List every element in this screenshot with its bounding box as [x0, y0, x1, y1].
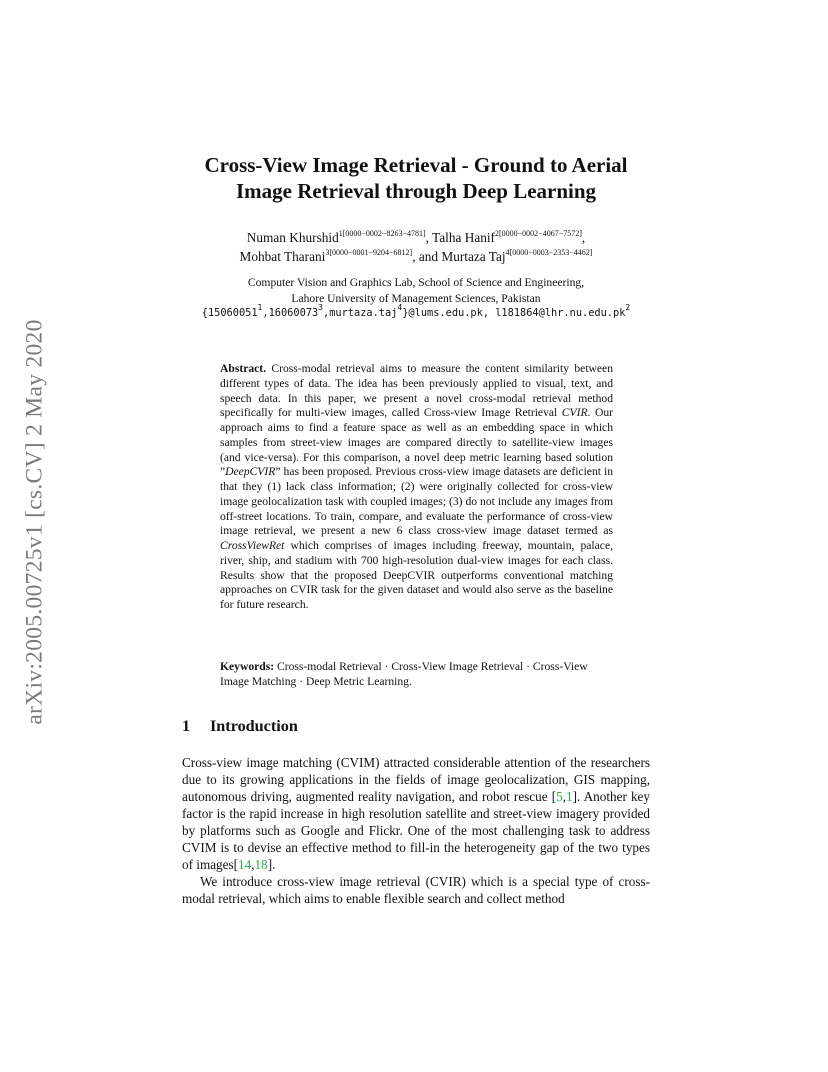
- abstract-label: Abstract.: [220, 362, 267, 375]
- citation-link[interactable]: 14: [238, 857, 252, 873]
- arxiv-identifier: arXiv:2005.00725v1 [cs.CV] 2 May 2020: [21, 319, 48, 725]
- author-list: [150, 228, 682, 266]
- section-number: 1: [182, 717, 191, 735]
- author-orcid: 4[0000−0003−2353−4462]: [505, 248, 593, 257]
- abstract-text: . Our approach aims to find a feature space as well as an embedding space in which samples from street-view images are compared directly to satellite-view images (and vice-versa). For this comparison, a novel deep metric learning based solution ”: [220, 406, 614, 479]
- section-title: Introduction: [210, 717, 298, 735]
- email-part: ,16060073: [262, 307, 319, 319]
- abstract-text: Cross-modal retrieval aims to measure the content similarity between different types of data. The idea has been previously applied to visual, text, and speech data. In this paper, we present a novel cross-modal retrieval method specifically for multi-view images, called Cross-view Image Retrieval: [220, 362, 613, 420]
- email-sup: 4: [397, 303, 403, 312]
- email-sup: 3: [318, 303, 323, 312]
- citation-link[interactable]: 1: [566, 789, 573, 805]
- author-emails: [150, 303, 682, 322]
- title-line-2: Image Retrieval through Deep Learning: [235, 179, 597, 203]
- affiliation-line-2: Lahore University of Management Sciences, Pakistan: [291, 291, 541, 305]
- email-sup: 1: [257, 303, 263, 312]
- email-part: {15060051: [201, 307, 258, 319]
- author-name: Murtaza Taj: [441, 249, 506, 264]
- body-text: ]. Another key factor is the rapid increase in high resolution satellite and street-view imagery provided by platforms such as Google and Flickr. One of the most challenging task to address CVIM is to devise an effective method to fill-in the heterogeneity gap of the two types of images[: [182, 789, 651, 873]
- title-line-1: Cross-View Image Retrieval - Ground to Aerial: [204, 153, 628, 177]
- intro-body: [182, 754, 650, 907]
- author-orcid: 2[0000−0002−4067−7572]: [495, 229, 582, 238]
- citation-link[interactable]: 18: [254, 857, 268, 873]
- author-name: Numan Khurshid: [246, 230, 339, 245]
- keywords-label: Keywords:: [220, 660, 275, 673]
- affiliation: [150, 275, 682, 322]
- affiliation-line-1: Computer Vision and Graphics Lab, School of Science and Engineering,: [247, 276, 585, 289]
- abstract: [220, 362, 613, 613]
- body-text: Cross-view image matching (CVIM) attracted considerable attention of the researchers due to its growing applications in the fields of image geolocalization, GIS mapping, autonomous driving, augmented reality navigation, and robot rescue [: [182, 755, 650, 805]
- abstract-emphasis: DeepCVIR: [225, 465, 276, 479]
- intro-paragraph-2: We introduce cross-view image retrieval (CVIR) which is a special type of cross-modal retrieval, which aims to enable flexible search and collect method: [182, 874, 650, 907]
- email-part: }@lums.edu.pk, l181864@lhr.nu.edu.pk: [402, 307, 626, 319]
- keywords-text: Cross-modal Retrieval · Cross-View Image Retrieval · Cross-View Image Matching · Deep Metric Learning.: [220, 660, 588, 688]
- paper-title: [150, 152, 682, 204]
- abstract-text: which comprises of images including freeway, mountain, palace, river, ship, and stadium with 700 high-resolution dual-view images for each class. Results show that the proposed DeepCVIR outperforms conventional matching approaches on CVIR task for the given dataset and would also serve as the baseline for future research.: [220, 539, 613, 611]
- author-joiner: and: [418, 249, 439, 264]
- abstract-text: ” has been proposed. Previous cross-view image datasets are deficient in that they (1) lack class information; (2) were originally collected for cross-view image geolocalization task with coupled images; (3) do not include any images from off-street locations. To train, compare, and evaluate the performance of cross-view image retrieval, we present a new 6 class cross-view image dataset termed as: [220, 465, 613, 538]
- author-orcid: 3[0000−0001−9204−6812]: [325, 248, 413, 257]
- author-name: Talha Hanif: [432, 230, 495, 245]
- author-line-2: Mohbat Tharani$^{3[0000-0001-9204-6812]}$, and Murtaza Taj$^{4[0000-0003-2353-4462]}$: [239, 248, 593, 264]
- citation-link[interactable]: 5: [556, 789, 563, 805]
- abstract-emphasis: CrossViewRet: [220, 539, 285, 552]
- keywords: [220, 659, 613, 689]
- section-heading: [182, 717, 298, 736]
- email-sup: 2: [625, 303, 631, 312]
- author-line-1: Numan Khurshid$^{1[0000-0002-8263-4781]}$, Talha Hanif$^{2[0000-0002-4067-7572]}$,: [246, 229, 586, 245]
- abstract-emphasis: CVIR: [561, 406, 588, 420]
- email-part: ,murtaza.taj: [323, 307, 398, 319]
- author-name: Mohbat Tharani: [239, 249, 326, 264]
- intro-paragraph-1: Cross-view image matching (CVIM) attracted considerable attention of the researchers due to its growing applications in the fields of image geolocalization, GIS mapping, autonomous driving, augmented reality navigation, and robot rescue [5,1]. Another key factor is the rapid increase in high resolution satellite and street-view imagery provided by platforms such as Google and Flickr. One of the most challenging task to address CVIM is to devise an effective method to fill-in the heterogeneity gap of the two types of images[14,18].: [182, 755, 651, 873]
- author-orcid: 1[0000−0002−8263−4781]: [338, 229, 426, 238]
- body-text: ].: [267, 857, 276, 873]
